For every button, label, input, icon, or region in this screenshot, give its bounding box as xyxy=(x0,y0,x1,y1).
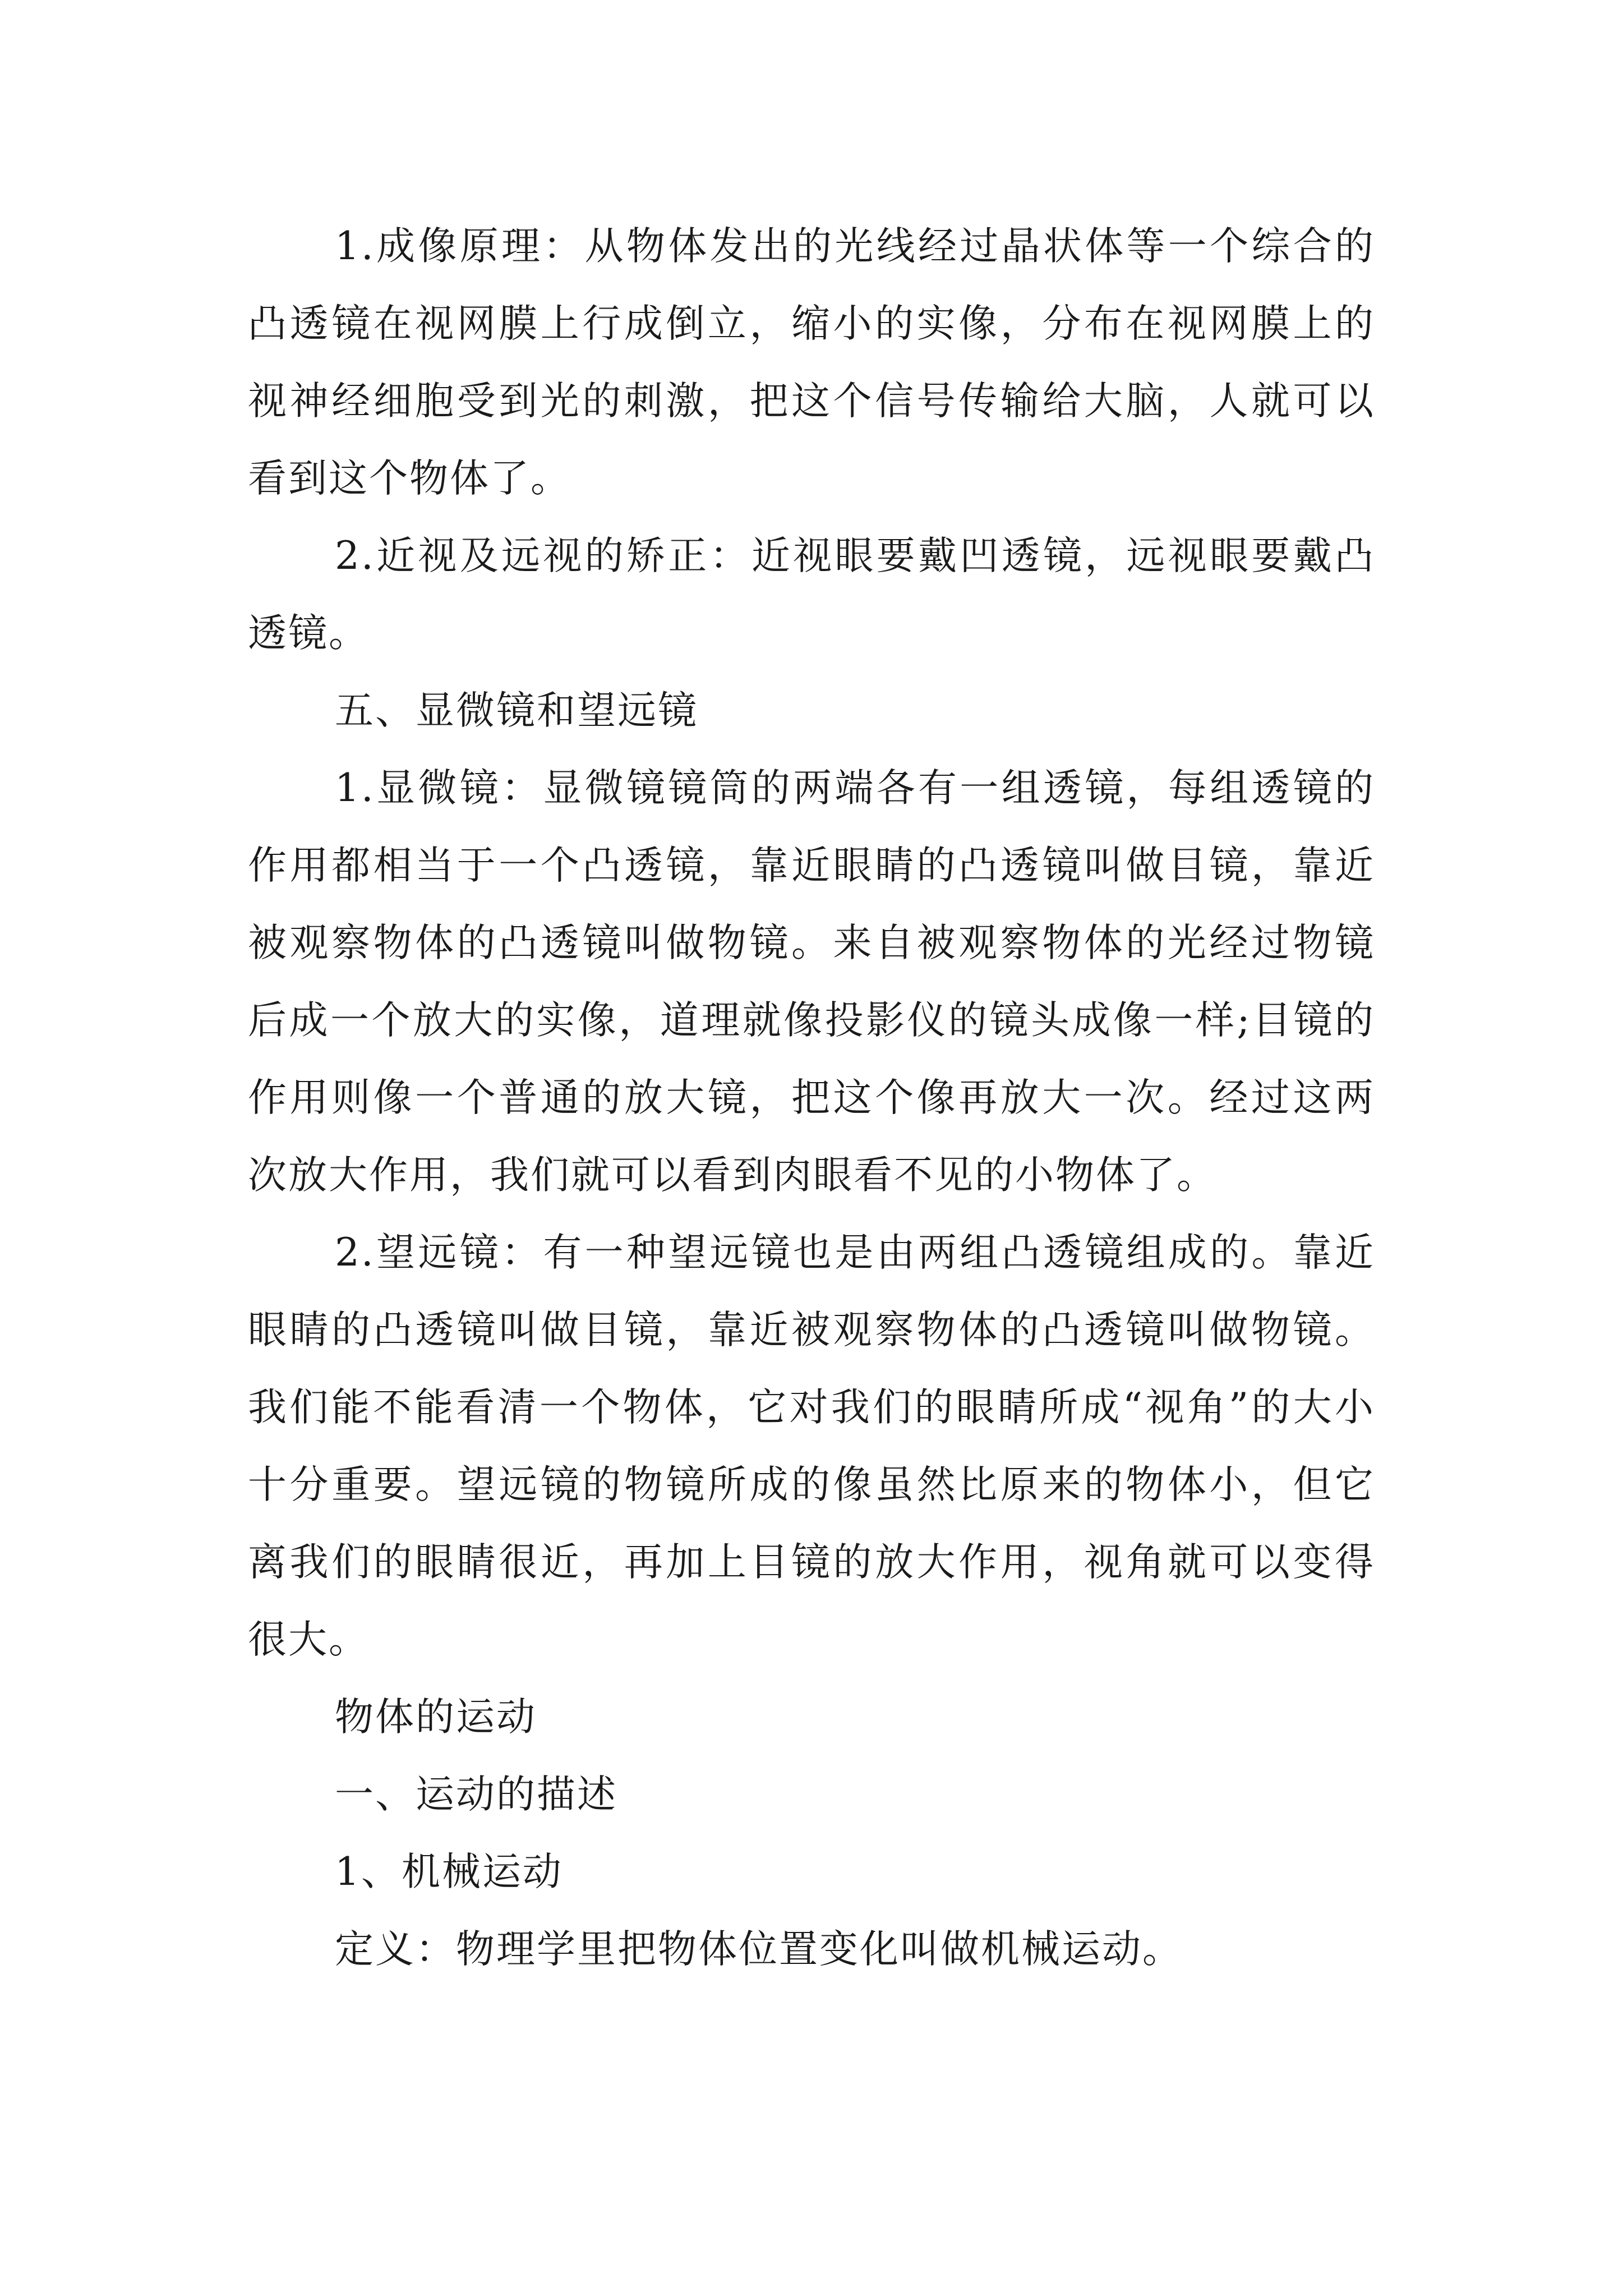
subsection-heading-mechanical-motion: 1、机械运动 xyxy=(335,1849,563,1894)
paragraph-vision-correction: 2.近视及远视的矫正：近视眼要戴凹透镜，远视眼要戴凸透镜。 xyxy=(248,533,1375,656)
paragraph-definition: 定义：物理学里把物体位置变化叫做机械运动。 xyxy=(335,1927,1183,1972)
paragraph-microscope: 1.显微镜：显微镜镜筒的两端各有一组透镜，每组透镜的作用都相当于一个凸透镜，靠近眼睛的凸透镜叫做目镜，靠近被观察物体的凸透镜叫做物镜。来自被观察物体的光经过物镜后成一个放大的实像，道理就像投影仪的镜头成像一样;目镜的作用则像一个普通的放大镜，把这个像再放大一次。经过这两次放大作用，我们就可以看到肉眼看不见的小物体了。 xyxy=(248,766,1375,1198)
section-heading-microscope-telescope: 五、显微镜和望远镜 xyxy=(335,688,698,733)
chapter-heading-motion: 物体的运动 xyxy=(335,1695,537,1740)
paragraph-telescope: 2.望远镜：有一种望远镜也是由两组凸透镜组成的。靠近眼睛的凸透镜叫做目镜，靠近被观察物体的凸透镜叫做物镜。我们能不能看清一个物体，它对我们的眼睛所成“视角”的大小十分重要。望远镜的物镜所成的像虽然比原来的物体小，但它离我们的眼睛很近，再加上目镜的放大作用，视角就可以变得很大。 xyxy=(248,1230,1375,1662)
paragraph-imaging-principle: 1.成像原理：从物体发出的光线经过晶状体等一个综合的凸透镜在视网膜上行成倒立，缩小的实像，分布在视网膜上的视神经细胞受到光的刺激，把这个信号传输给大脑，人就可以看到这个物体了。 xyxy=(248,224,1375,501)
section-heading-describing-motion: 一、运动的描述 xyxy=(335,1772,617,1817)
document-body xyxy=(248,208,1375,1988)
